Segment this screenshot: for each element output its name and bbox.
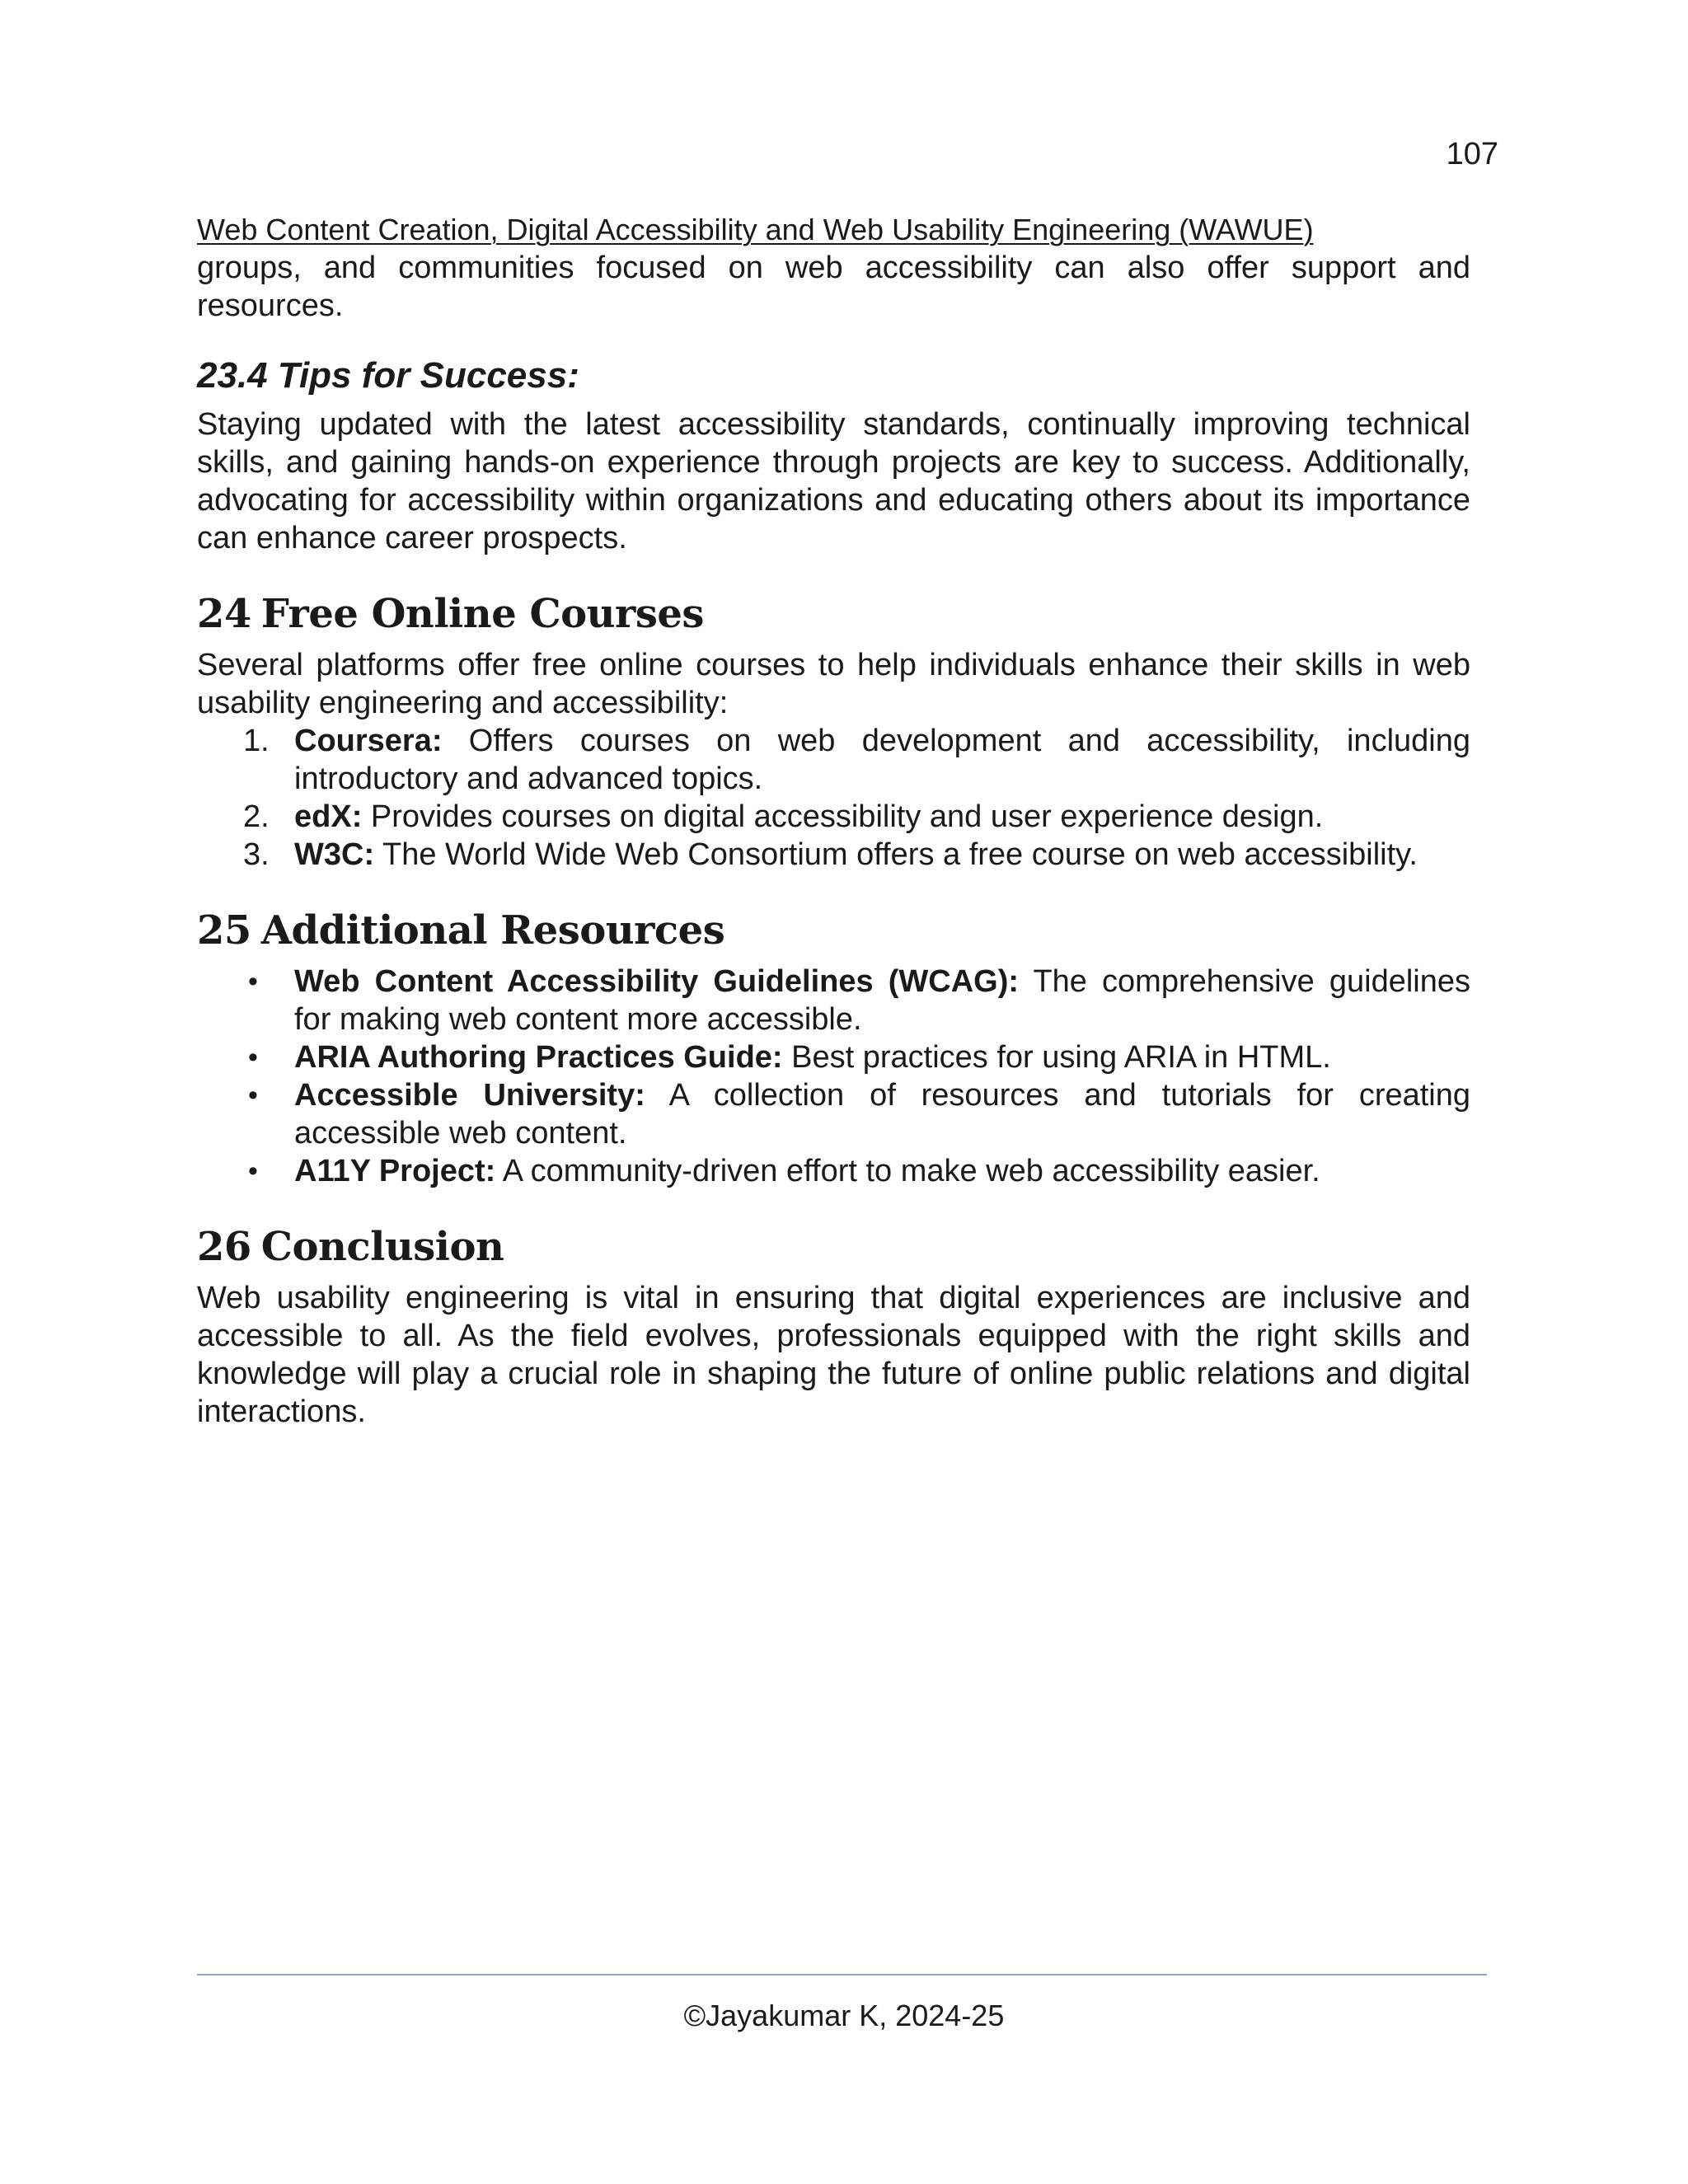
section-title: Free Online Courses xyxy=(260,591,704,637)
section-title: Conclusion xyxy=(260,1224,504,1270)
resource-description: Best practices for using ARIA in HTML. xyxy=(782,1040,1331,1075)
tips-paragraph: Staying updated with the latest accessibility standards, continually improving technical skills, and gaining hands-on experience through projects are key to success. Additionally, advocating for accessibility within organizations and educating others about its importance can enhance career prospects. xyxy=(197,407,1470,555)
list-number: 3. xyxy=(243,837,270,872)
resource-term: Web Content Accessibility Guidelines (WCAG): xyxy=(294,964,1020,999)
list-item xyxy=(197,1076,1470,1152)
conclusion-paragraph: Web usability engineering is vital in ensuring that digital experiences are inclusive and accessible to all. As the field evolves, professionals equipped with the right skills and knowledge will play a crucial role in shaping the future of online public relations and digital interactions. xyxy=(197,1281,1470,1429)
section-title: Additional Resources xyxy=(260,907,725,954)
courses-intro: Several platforms offer free online courses to help individuals enhance their skills in web usability engineering and accessibility: xyxy=(197,648,1470,720)
course-description: The World Wide Web Consortium offers a free course on web accessibility. xyxy=(374,837,1418,872)
resource-description: The comprehensive guidelines for making web content more accessible. xyxy=(294,964,1470,1037)
section-number: 25 xyxy=(197,907,251,954)
conclusion-heading xyxy=(197,1221,1470,1272)
resource-term: Accessible University: xyxy=(294,1078,645,1113)
resources-heading xyxy=(197,905,1470,956)
intro-paragraph: groups, and communities focused on web accessibility can also offer support and resources. xyxy=(197,251,1470,323)
page-number: 107 xyxy=(1446,137,1498,171)
list-number: 2. xyxy=(243,799,270,834)
courses-heading xyxy=(197,588,1470,640)
courses-list xyxy=(197,722,1470,874)
section-number: 24 xyxy=(197,591,251,637)
running-header: Web Content Creation, Digital Accessibility and Web Usability Engineering (WAWUE) xyxy=(197,213,1314,246)
section-number: 26 xyxy=(197,1224,251,1270)
list-number: 1. xyxy=(243,724,270,758)
course-term: Coursera: xyxy=(294,724,443,758)
resource-term: A11Y Project: xyxy=(294,1154,496,1188)
course-description: Offers courses on web development and accessibility, including introductory and advanced topics. xyxy=(294,724,1470,796)
bullet-icon: • xyxy=(248,966,258,997)
list-item xyxy=(197,963,1470,1038)
list-item xyxy=(197,722,1470,798)
list-item xyxy=(197,1038,1470,1076)
bullet-icon: • xyxy=(248,1155,258,1187)
course-term: W3C: xyxy=(294,837,375,872)
resources-list xyxy=(197,963,1470,1190)
tips-heading: 23.4 Tips for Success: xyxy=(197,355,579,396)
footer-copyright: ©Jayakumar K, 2024-25 xyxy=(683,1999,1005,2032)
resource-term: ARIA Authoring Practices Guide: xyxy=(294,1040,783,1075)
resource-description: A community-driven effort to make web accessibility easier. xyxy=(495,1154,1320,1188)
footer-divider xyxy=(197,1974,1487,1975)
resource-description: A collection of resources and tutorials for creating accessible web content. xyxy=(294,1078,1471,1151)
course-description: Provides courses on digital accessibility and user experience design. xyxy=(362,799,1324,834)
list-item xyxy=(197,1152,1470,1190)
list-item xyxy=(197,836,1470,874)
bullet-icon: • xyxy=(248,1080,258,1111)
course-term: edX: xyxy=(294,799,363,834)
list-item xyxy=(197,798,1470,836)
page-content xyxy=(197,211,1470,1431)
bullet-icon: • xyxy=(248,1042,258,1073)
